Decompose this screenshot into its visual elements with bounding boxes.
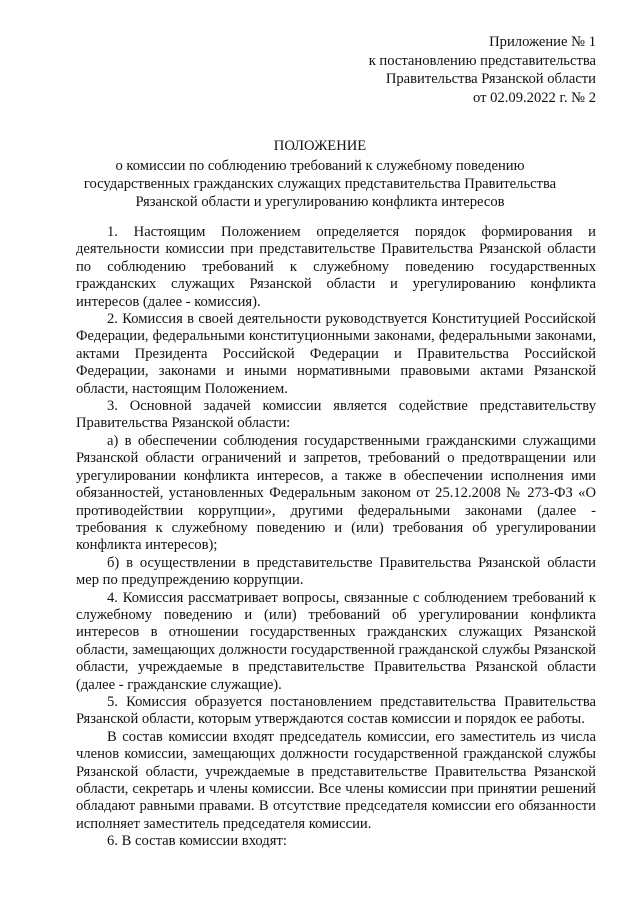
document-body	[76, 224, 596, 851]
paragraph-1: 1. Настоящим Положением определяется порядок формирования и деятельности комиссии при представительстве Правительства Рязанской области по соблюдению требований к служебному поведению государственных гражданских служащих Рязанской области и урегулированию конфликта интересов (далее - комиссия).	[76, 224, 596, 310]
paragraph-3a: а) в обеспечении соблюдения государственными гражданскими служащими Рязанской области ограничений и запретов, требований о предотвращении или урегулировании конфликта интересов, а также в обеспечении исполнения ими обязанностей, установленных Федеральным законом от 25.12.2008 № 273-ФЗ «О противодействии коррупции», другими федеральными законами (далее - требования к служебному поведению и (или) требования об урегулировании конфликта интересов);	[76, 432, 596, 554]
paragraph-2: 2. Комиссия в своей деятельности руководствуется Конституцией Российской Федерации, федеральными конституционными законами, федеральными законами, актами Президента Российской Федерации и Правительства Российской Федерации, законами и иными нормативными правовыми актами Рязанской области, настоящим Положением.	[76, 311, 596, 397]
paragraph-6: 6. В состав комиссии входят:	[107, 833, 287, 850]
appendix-organization: Правительства Рязанской области	[385, 71, 596, 88]
appendix-number: Приложение № 1	[489, 34, 596, 50]
paragraph-3: 3. Основной задачей комиссии является содействие представительству Правительства Рязанской области:	[76, 398, 596, 432]
appendix-date-number: от 02.09.2022 г. № 2	[473, 89, 596, 106]
paragraph-3b: б) в осуществлении в представительстве Правительства Рязанской области мер по предупреждению коррупции.	[76, 554, 596, 589]
document-title-block	[0, 137, 640, 211]
document-subtitle-line-3: Рязанской области и урегулированию конфликта интересов	[135, 194, 505, 210]
appendix-header	[369, 33, 596, 107]
document-subtitle-line-1: о комиссии по соблюдению требований к служебному поведению	[115, 158, 525, 174]
document-title: ПОЛОЖЕНИЕ	[273, 138, 367, 154]
paragraph-4: 4. Комиссия рассматривает вопросы, связанные с соблюдением требований к служебному поведению и (или) требований об урегулировании конфликта интересов в отношении государственных гражданских служащих Рязанской области, замещающих должности государственной гражданской службы Рязанской области, учреждаемые в представительстве Правительства Рязанской области (далее - гражданские служащие).	[76, 589, 596, 693]
document-subtitle-line-2: государственных гражданских служащих представительства Правительства	[83, 176, 557, 192]
appendix-resolution-line: к постановлению представительства	[368, 52, 596, 69]
paragraph-5-composition: В состав комиссии входят председатель комиссии, его заместитель из числа членов комиссии, замещающих должности государственной гражданской службы Рязанской области, учреждаемые в представительстве Правительства Рязанской области, секретарь и члены комиссии. Все члены комиссии при принятии решений обладают равными правами. В отсутствие председателя комиссии его обязанности исполняет заместитель председателя комиссии.	[76, 728, 596, 832]
paragraph-5: 5. Комиссия образуется постановлением представительства Правительства Рязанской области, которым утверждаются состав комиссии и порядок ее работы.	[76, 693, 596, 728]
